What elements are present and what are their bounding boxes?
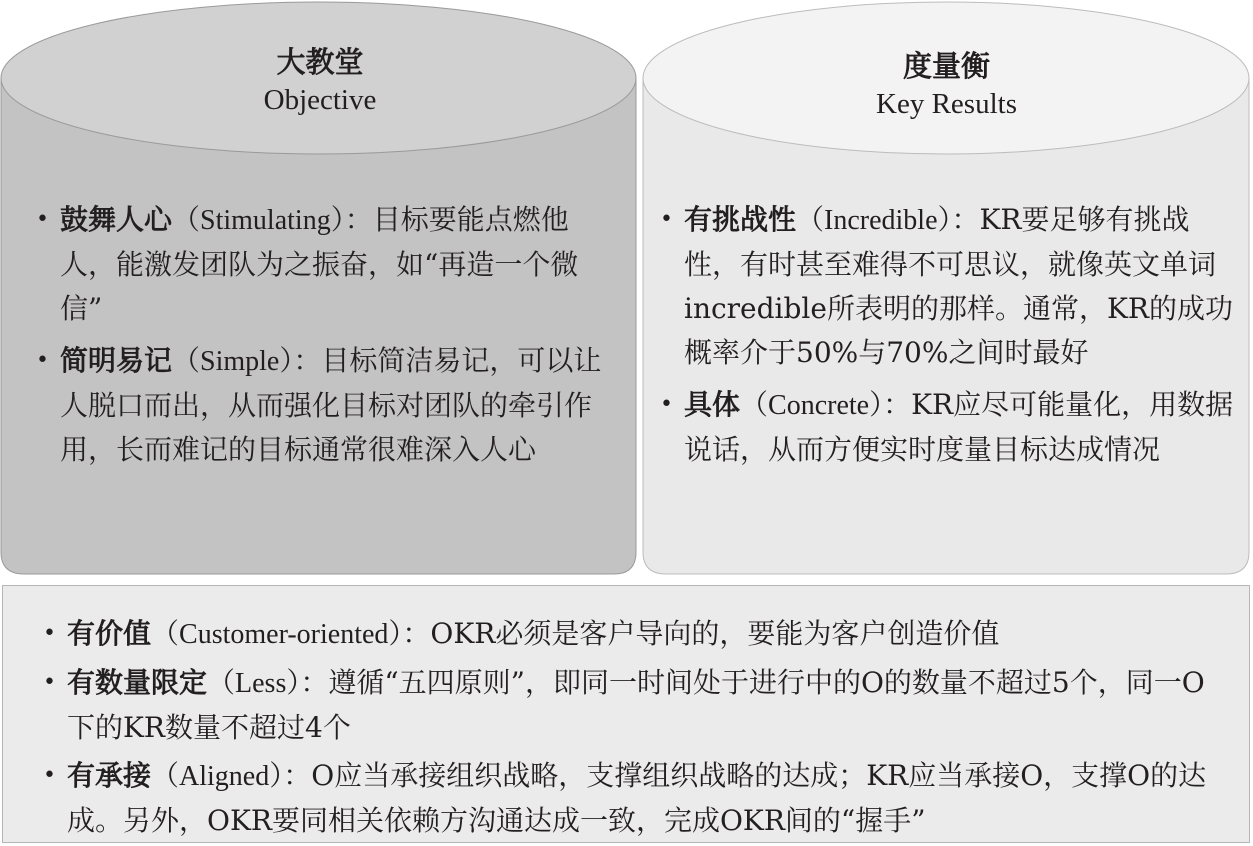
item-text: ：遵循“五四原则”，即同一时间处于进行中的O的数量不超过5个，同一O下的KR数量不超过4个 <box>67 666 1205 744</box>
list-item <box>660 383 1234 472</box>
item-english: （Customer-oriented） <box>151 619 403 650</box>
item-name: 鼓舞人心 <box>60 203 173 236</box>
item-name: 有价值 <box>67 617 152 650</box>
item-english: （Simple） <box>172 346 294 377</box>
list-item <box>36 198 616 331</box>
common-attributes-list <box>43 612 1213 843</box>
list-item <box>43 661 1213 750</box>
objective-title: 大教堂 <box>276 45 364 79</box>
item-english: （Aligned） <box>151 761 284 792</box>
item-text: ：OKR必须是客户导向的，要能为客户创造价值 <box>402 617 1000 650</box>
objective-subtitle: Objective <box>263 83 377 116</box>
item-text: ：目标简洁易记，可以让人脱口而出，从而强化目标对团队的牵引作用，长而难记的目标通常很难深入人心 <box>60 344 602 466</box>
item-english: （Concrete） <box>740 390 884 421</box>
key-results-title: 度量衡 <box>902 49 990 83</box>
key-results-heading <box>640 48 1253 123</box>
item-text: ：KR应尽可能量化，用数据说话，从而方便实时度量目标达成情况 <box>684 388 1234 466</box>
item-english: （Incredible） <box>796 205 952 236</box>
item-name: 有挑战性 <box>684 203 797 236</box>
item-text: ：KR要足够有挑战性，有时甚至难得不可思议，就像英文单词incredible所表明的那样。通常，KR的成功概率介于50%与70%之间时最好 <box>684 203 1233 369</box>
list-item <box>36 339 616 472</box>
list-item <box>660 198 1234 375</box>
common-attributes-box <box>2 585 1250 843</box>
objective-cylinder <box>0 0 640 576</box>
key-results-subtitle: Key Results <box>876 87 1017 120</box>
item-english: （Stimulating） <box>172 205 345 236</box>
item-text: ：O应当承接组织战略，支撑组织战略的达成；KR应当承接O，支撑O的达成。另外，OKR要同相关依赖方沟通达成一致，完成OKR间的“握手” <box>67 759 1207 837</box>
item-name: 有数量限定 <box>67 666 208 699</box>
list-item <box>43 612 1213 657</box>
key-results-list <box>660 198 1234 480</box>
item-name: 有承接 <box>67 759 152 792</box>
key-results-cylinder <box>640 0 1253 576</box>
item-english: （Less） <box>207 668 301 699</box>
objective-heading <box>0 44 640 119</box>
objective-list <box>36 198 616 480</box>
item-name: 简明易记 <box>60 344 173 377</box>
item-text: ：目标要能点燃他人，能激发团队为之振奋，如“再造一个微信” <box>60 203 579 325</box>
list-item <box>43 754 1213 843</box>
item-name: 具体 <box>684 388 741 421</box>
